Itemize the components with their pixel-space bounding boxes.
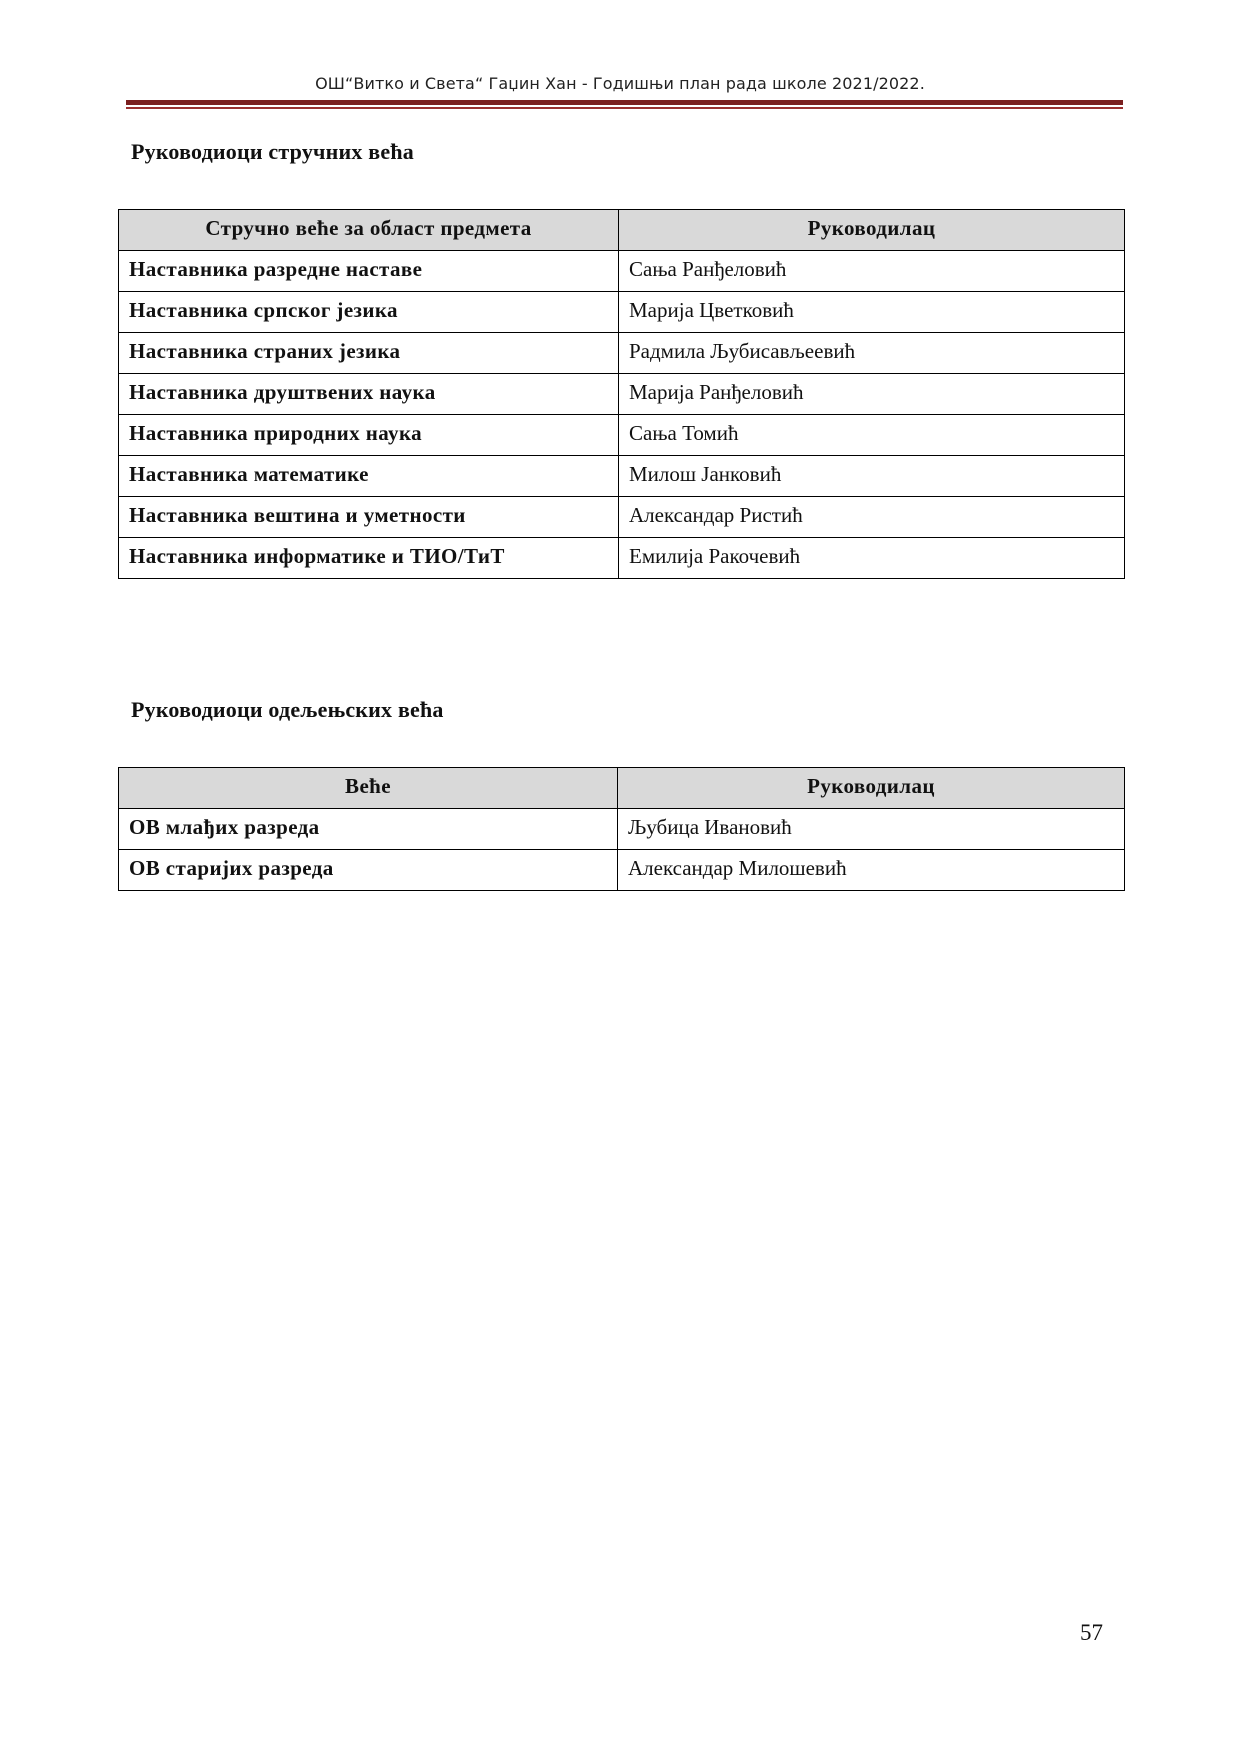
column-header-council: Веће: [119, 768, 618, 809]
table-row: [119, 850, 1125, 891]
table-row: [119, 333, 1125, 374]
header-rule-thick: [126, 100, 1123, 105]
table-row: [119, 374, 1125, 415]
table-row: [119, 292, 1125, 333]
column-header-leader: Руководилац: [619, 210, 1125, 251]
table-row: [119, 809, 1125, 850]
council-leader: Љубица Ивановић: [618, 809, 1125, 850]
council-leader: Милош Јанковић: [619, 456, 1125, 497]
council-name: Наставника математике: [119, 456, 619, 497]
council-name: Наставника вештина и уметности: [119, 497, 619, 538]
council-name: Наставника српског језика: [119, 292, 619, 333]
council-name: Наставника разредне наставе: [119, 251, 619, 292]
column-header-council: Стручно веће за област предмета: [119, 210, 619, 251]
page-number: 57: [1080, 1620, 1103, 1645]
council-name: ОВ старијих разреда: [119, 850, 618, 891]
council-name: ОВ млађих разреда: [119, 809, 618, 850]
table-row: [119, 415, 1125, 456]
council-name: Наставника природних наука: [119, 415, 619, 456]
section-title-class-councils: Руководиоци одељењских већа: [131, 697, 444, 722]
council-leader: Александар Милошевић: [618, 850, 1125, 891]
class-councils-table: [118, 767, 1125, 891]
running-header: ОШ“Витко и Света“ Гаџин Хан - Годишњи план рада школе 2021/2022.: [315, 74, 925, 93]
table-row: [119, 538, 1125, 579]
council-leader: Сања Ранђеловић: [619, 251, 1125, 292]
subject-councils-table: [118, 209, 1125, 579]
council-leader: Сања Томић: [619, 415, 1125, 456]
council-name: Наставника информатике и ТИО/ТиТ: [119, 538, 619, 579]
council-leader: Марија Ранђеловић: [619, 374, 1125, 415]
column-header-leader: Руководилац: [618, 768, 1125, 809]
table-row: [119, 497, 1125, 538]
table-header-row: [119, 210, 1125, 251]
section-title-subject-councils: Руководиоци стручних већа: [131, 139, 414, 164]
table-row: [119, 251, 1125, 292]
council-leader: Радмила Љубисављеевић: [619, 333, 1125, 374]
table-row: [119, 456, 1125, 497]
council-name: Наставника страних језика: [119, 333, 619, 374]
council-leader: Александар Ристић: [619, 497, 1125, 538]
council-leader: Марија Цветковић: [619, 292, 1125, 333]
council-name: Наставника друштвених наука: [119, 374, 619, 415]
header-rule-thin: [126, 107, 1123, 109]
council-leader: Емилија Ракочевић: [619, 538, 1125, 579]
table-header-row: [119, 768, 1125, 809]
